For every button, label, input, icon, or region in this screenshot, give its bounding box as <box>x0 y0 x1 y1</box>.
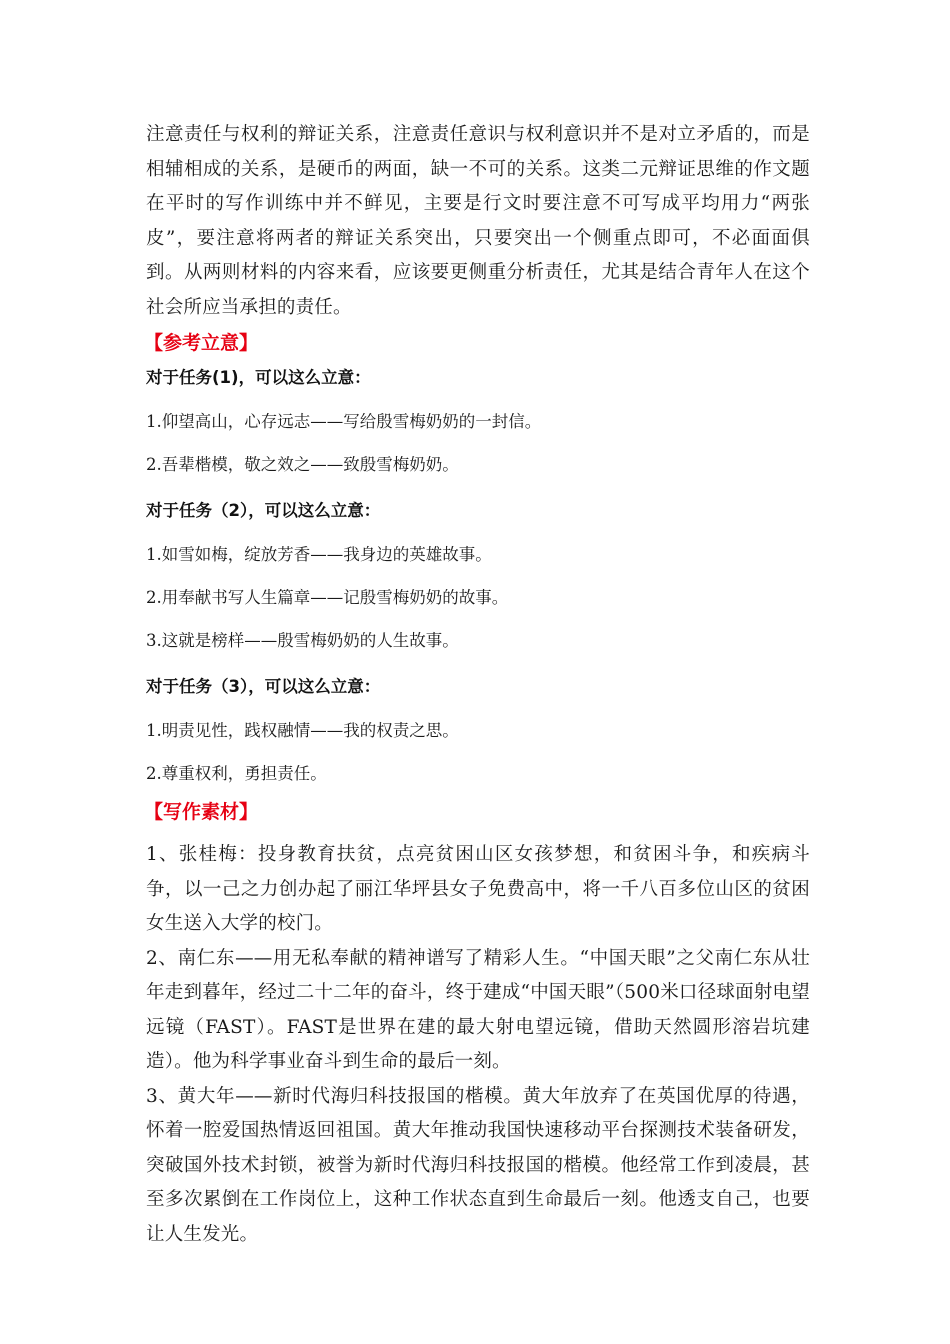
document-page <box>146 118 810 1252</box>
task1-title: 对于任务(1)，可以这么立意： <box>146 368 371 387</box>
intro-paragraph: 注意责任与权利的辩证关系，注意责任意识与权利意识并不是对立矛盾的，而是相辅相成的关系，是硬币的两面，缺一不可的关系。这类二元辩证思维的作文题在平时的写作训练中并不鲜见，主要是行文时要注意不可写成平均用力“两张皮”，要注意将两者的辩证关系突出，只要突出一个侧重点即可，不必面面俱到。从两则材料的内容来看，应该要更侧重分析责任，尤其是结合青年人在这个社会所应当承担的责任。 <box>146 124 810 318</box>
list-item: 2.吾辈楷模，敬之效之——致殷雪梅奶奶。 <box>146 455 459 474</box>
task2-title: 对于任务（2），可以这么立意： <box>146 501 381 520</box>
material-item: 2、南仁东——用无私奉献的精神谱写了精彩人生。“中国天眼”之父南仁东从壮年走到暮年，经过二十二年的奋斗，终于建成“中国天眼”（500米口径球面射电望远镜（FAST）。FAST是世界在建的最大射电望远镜，借助天然圆形溶岩坑建造）。他为科学事业奋斗到生命的最后一刻。 <box>146 947 810 1072</box>
task3-list <box>146 719 810 786</box>
list-item: 1.如雪如梅，绽放芳香——我身边的英雄故事。 <box>146 545 492 564</box>
list-item: 2.用奉献书写人生篇章——记殷雪梅奶奶的故事。 <box>146 588 509 607</box>
reference-heading: 【参考立意】 <box>144 332 259 354</box>
list-item: 1.明责见性，践权融情——我的权责之思。 <box>146 721 459 740</box>
material-item: 1、张桂梅：投身教育扶贫，点亮贫困山区女孩梦想，和贫困斗争，和疾病斗争，以一己之力创办起了丽江华坪县女子免费高中，将一千八百多位山区的贫困女生送入大学的校门。 <box>146 844 810 934</box>
task1-list <box>146 410 810 477</box>
task2-list <box>146 543 810 653</box>
task3-title: 对于任务（3），可以这么立意： <box>146 677 381 696</box>
material-item: 3、黄大年——新时代海归科技报国的楷模。黄大年放弃了在英国优厚的待遇，怀着一腔爱国热情返回祖国。黄大年推动我国快速移动平台探测技术装备研发，突破国外技术封锁，被誉为新时代海归科技报国的楷模。他经常工作到凌晨，甚至多次累倒在工作岗位上，这种工作状态直到生命最后一刻。他透支自己，也要让人生发光。 <box>146 1085 810 1245</box>
list-item: 3.这就是榜样——殷雪梅奶奶的人生故事。 <box>146 631 459 650</box>
list-item: 1.仰望高山，心存远志——写给殷雪梅奶奶的一封信。 <box>146 412 542 431</box>
list-item: 2.尊重权利，勇担责任。 <box>146 764 327 783</box>
materials-heading: 【写作素材】 <box>144 801 259 823</box>
